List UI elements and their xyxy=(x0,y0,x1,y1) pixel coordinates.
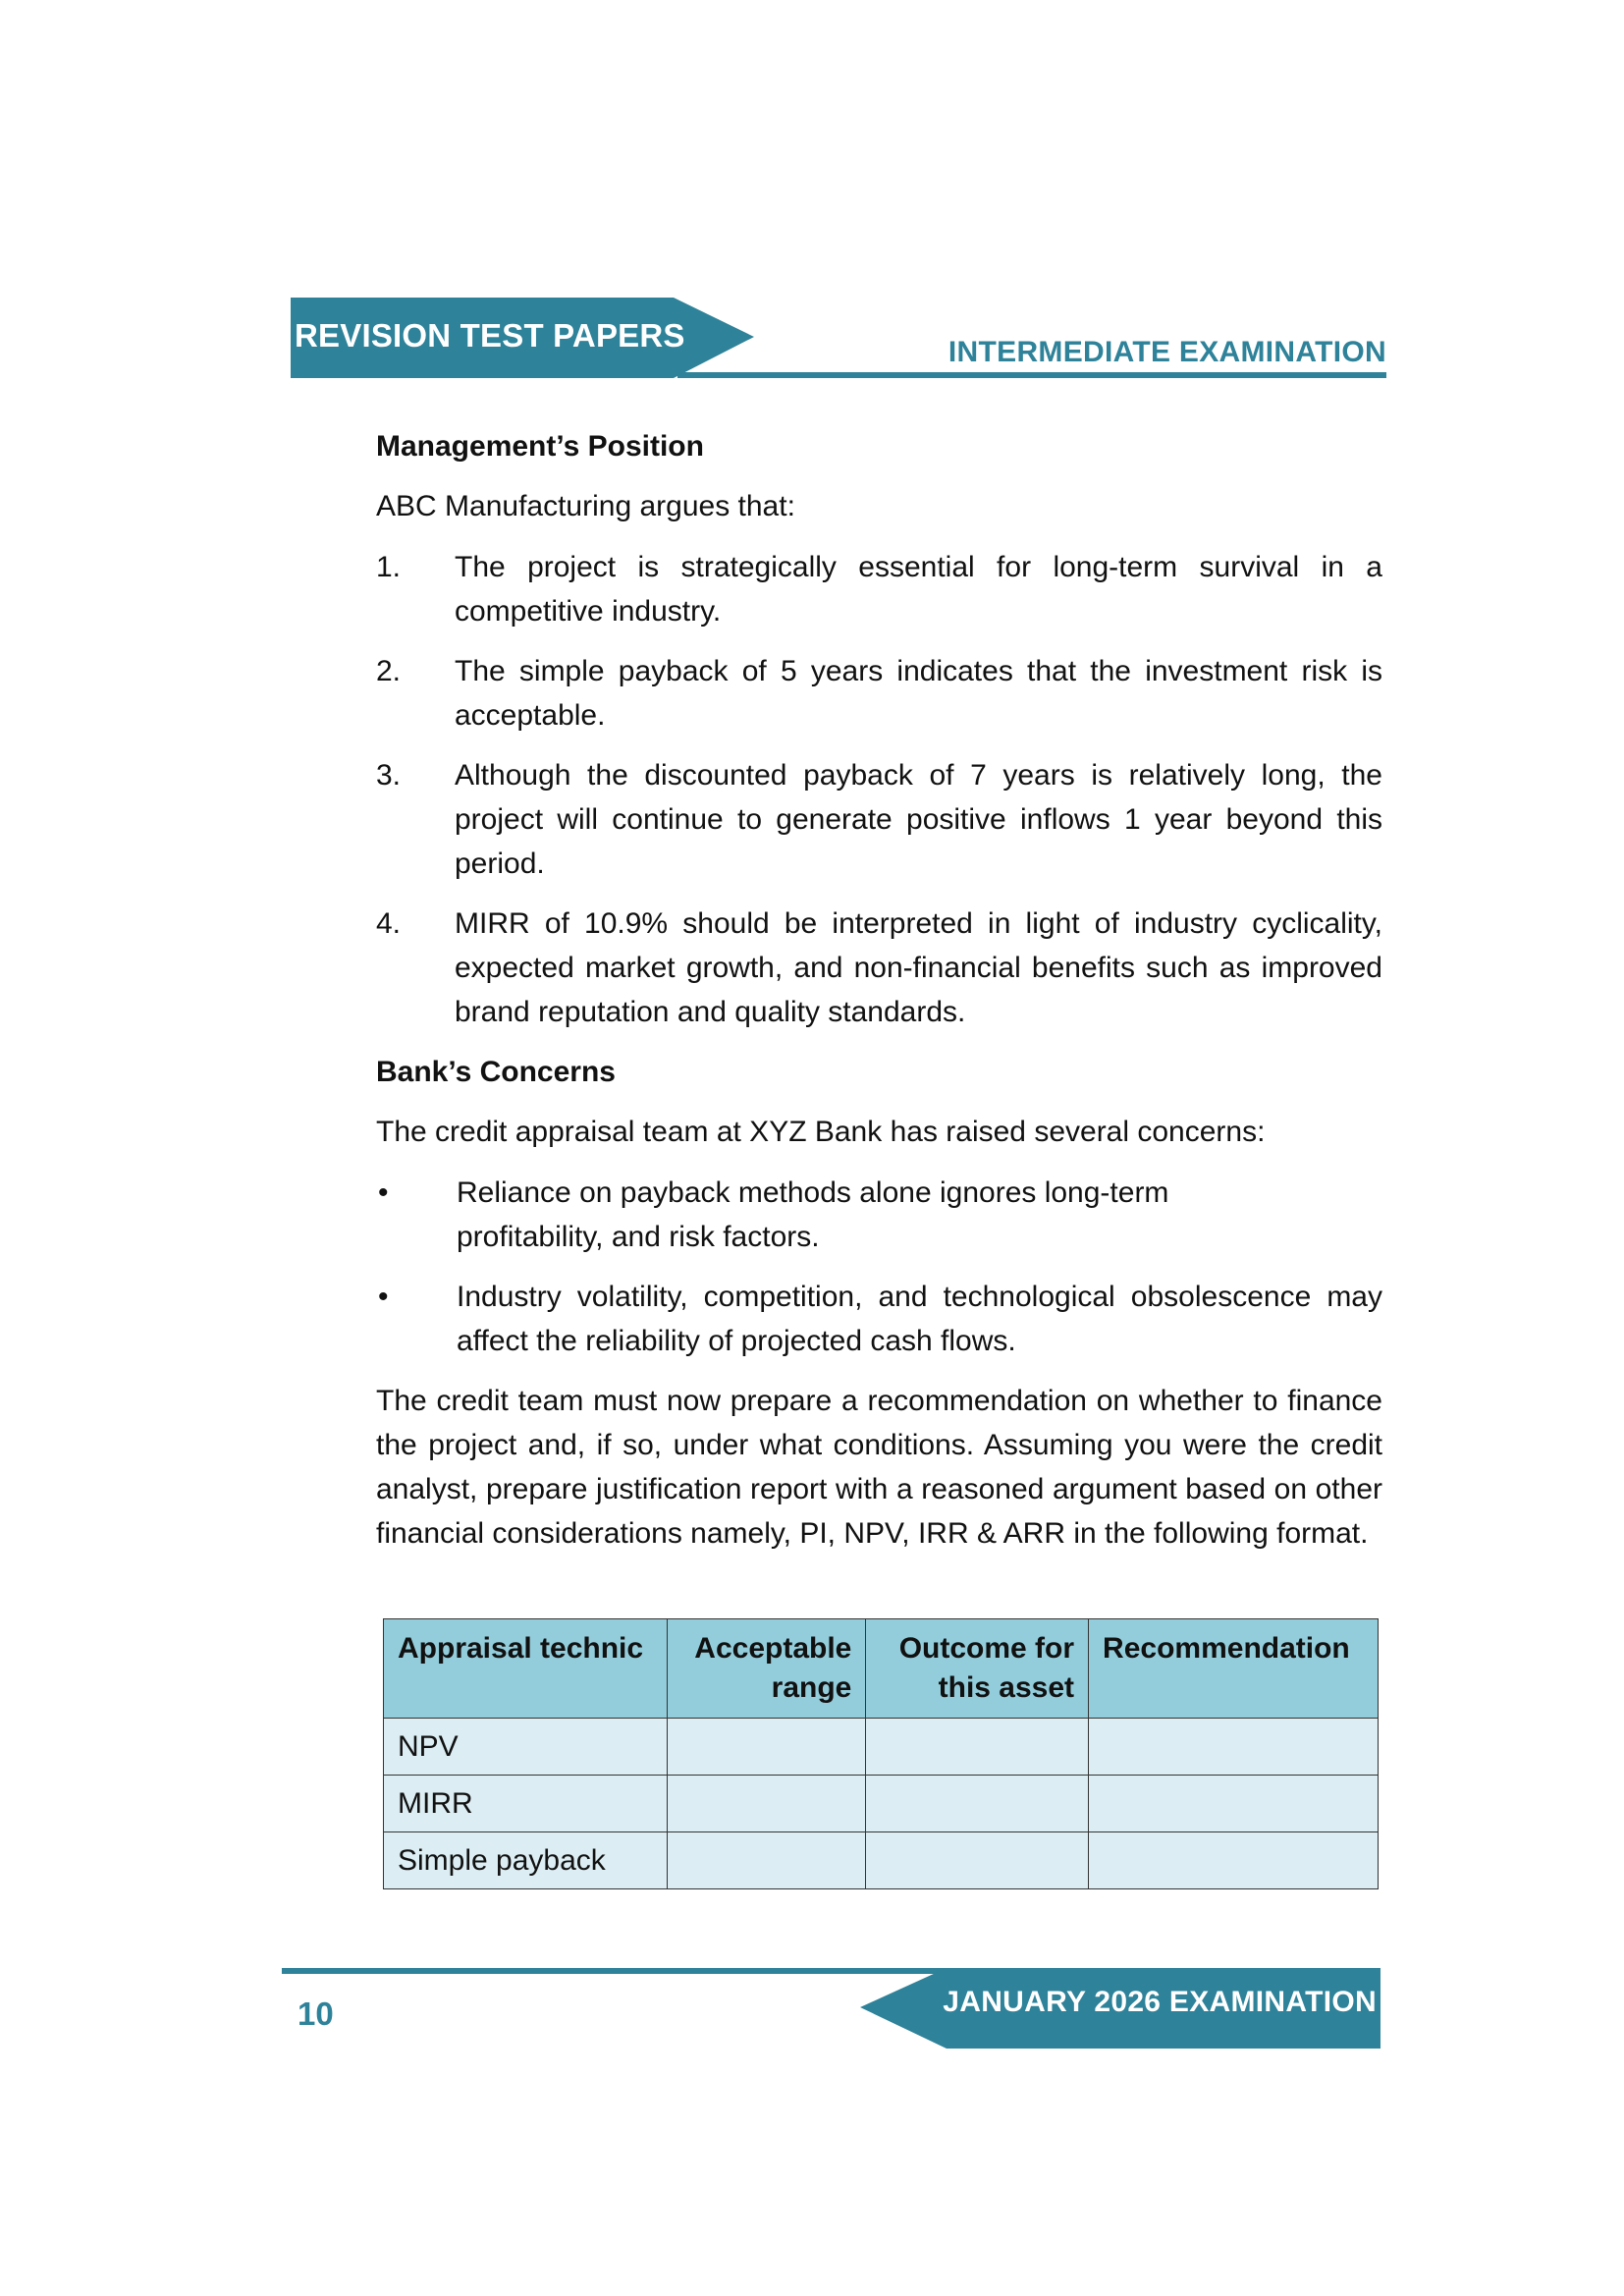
table-cell xyxy=(866,1719,1089,1776)
table-row xyxy=(384,1719,1379,1776)
list-marker: 3. xyxy=(376,759,402,792)
list-item xyxy=(376,753,1382,886)
list-item xyxy=(376,649,1382,738)
appraisal-table xyxy=(383,1618,1379,1889)
table-row xyxy=(384,1832,1379,1889)
list-text: Although the discounted payback of 7 years is relatively long, the project will continue to generate positive inflows 1 year beyond this period. xyxy=(455,759,1382,880)
column-header-recommendation: Recommendation xyxy=(1089,1619,1379,1719)
list-text: The simple payback of 5 years indicates that the investment risk is acceptable. xyxy=(455,655,1382,732)
page-number: 10 xyxy=(298,1995,334,2032)
table-cell xyxy=(668,1832,866,1889)
table-cell: Simple payback xyxy=(384,1832,668,1889)
management-intro: ABC Manufacturing argues that: xyxy=(376,490,795,522)
table-header-row xyxy=(384,1619,1379,1719)
table-cell xyxy=(668,1719,866,1776)
table-cell: NPV xyxy=(384,1719,668,1776)
document-body xyxy=(376,424,1382,1572)
table-cell: MIRR xyxy=(384,1776,668,1832)
footer-banner xyxy=(860,1968,1380,2049)
list-marker: 2. xyxy=(376,655,402,687)
list-text: The project is strategically essential for long-term survival in a competitive industry. xyxy=(455,551,1382,628)
table-cell xyxy=(866,1832,1089,1889)
column-header-outcome: Outcome for this asset xyxy=(866,1619,1089,1719)
bank-intro: The credit appraisal team at XYZ Bank has raised several concerns: xyxy=(376,1116,1266,1148)
header-rule xyxy=(677,372,1386,378)
table-cell xyxy=(866,1776,1089,1832)
table-cell xyxy=(1089,1832,1379,1889)
table-row xyxy=(384,1776,1379,1832)
list-item xyxy=(376,545,1382,633)
list-item xyxy=(376,902,1382,1034)
column-header-range: Acceptable range xyxy=(668,1619,866,1719)
list-marker: 4. xyxy=(376,907,402,940)
conclusion-paragraph: The credit team must now prepare a recommendation on whether to finance the project and, if so, under what conditions. Assuming you were the credit analyst, prepare justification report with a reasoned argument based on other financial considerations namely, PI, NPV, IRR & ARR in the following format. xyxy=(376,1385,1382,1550)
bank-heading: Bank’s Concerns xyxy=(376,1056,616,1088)
footer-banner-title: JANUARY 2026 EXAMINATION xyxy=(943,1986,1377,2018)
column-header-technic: Appraisal technic xyxy=(384,1619,668,1719)
table-cell xyxy=(668,1776,866,1832)
table-cell xyxy=(1089,1776,1379,1832)
header-exam-title: INTERMEDIATE EXAMINATION xyxy=(947,336,1386,368)
management-heading: Management’s Position xyxy=(376,430,704,463)
header-banner-title: REVISION TEST PAPERS xyxy=(295,317,685,354)
bullet-icon: • xyxy=(378,1281,389,1313)
header-banner xyxy=(291,298,754,378)
bullet-icon: • xyxy=(378,1176,389,1209)
table-cell xyxy=(1089,1719,1379,1776)
list-text: MIRR of 10.9% should be interpreted in light of industry cyclicality, expected market growth, and non-financial benefits such as improved brand reputation and quality standards. xyxy=(455,907,1382,1028)
bullet-item xyxy=(376,1171,1382,1259)
bullet-text: Reliance on payback methods alone ignores long-term profitability, and risk factors. xyxy=(457,1176,1169,1253)
bullet-text: Industry volatility, competition, and technological obsolescence may affect the reliability of projected cash flows. xyxy=(457,1281,1382,1357)
list-marker: 1. xyxy=(376,551,402,583)
bullet-item xyxy=(376,1275,1382,1363)
